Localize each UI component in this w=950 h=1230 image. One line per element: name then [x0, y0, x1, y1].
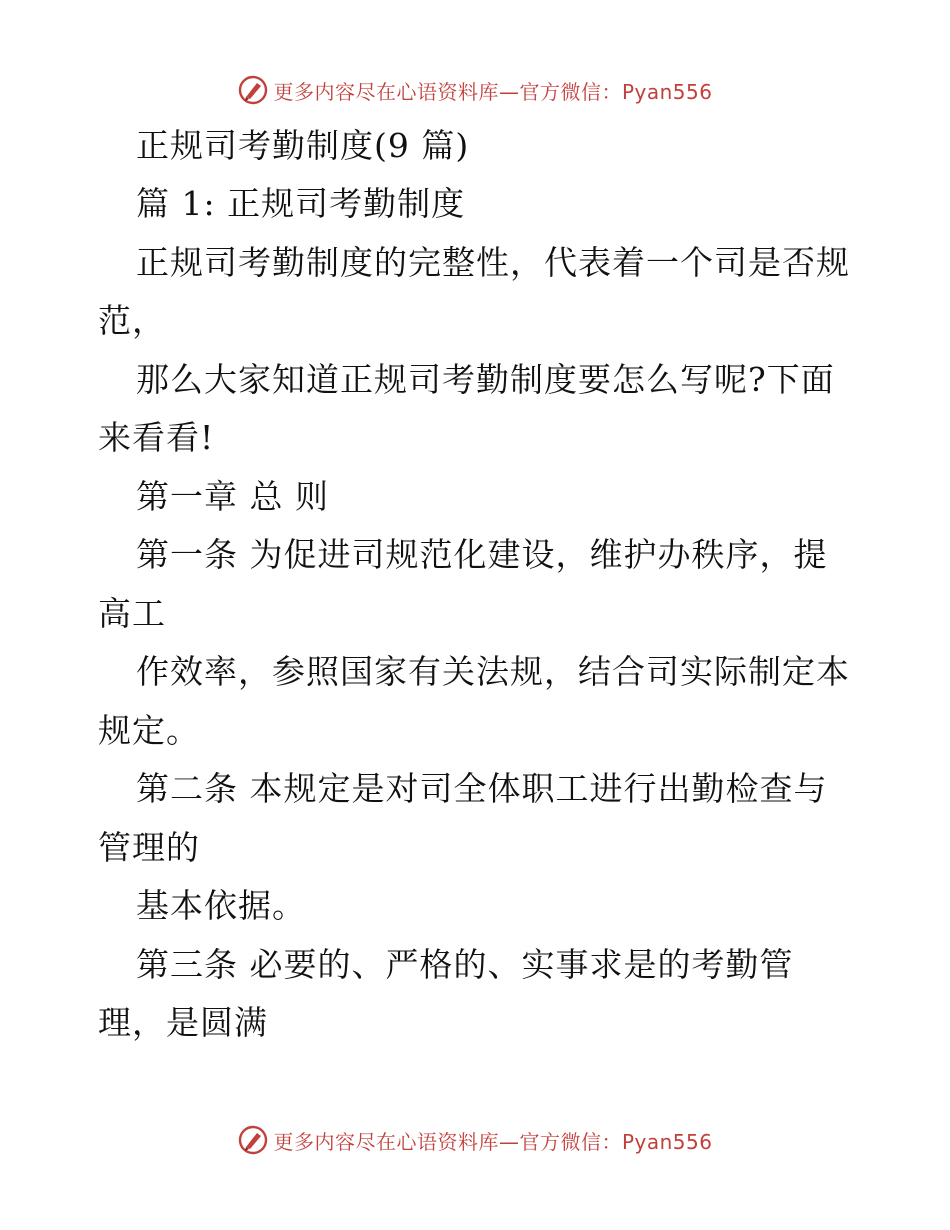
article-line: 第二条 本规定是对司全体职工进行出勤检查与: [136, 769, 828, 808]
header-banner: [0, 70, 950, 110]
header-banner-text: 更多内容尽在心语资料库—官方微信：Pyan556: [273, 79, 713, 104]
paragraph-line: 来看看!: [98, 418, 215, 457]
article-line: 第三条 必要的、严格的、实事求是的考勤管: [136, 945, 794, 984]
article-line: 规定。: [98, 711, 200, 750]
brand-logo-icon: [237, 1124, 269, 1156]
article-line: 理，是圆满: [98, 1003, 268, 1042]
article-line: 高工: [98, 594, 166, 633]
section-heading: 篇 1: 正规司考勤制度: [136, 184, 466, 223]
paragraph-line: 正规司考勤制度的完整性，代表着一个司是否规: [136, 243, 850, 282]
footer-banner-text: 更多内容尽在心语资料库—官方微信：Pyan556: [273, 1129, 713, 1154]
article-line: 作效率，参照国家有关法规，结合司实际制定本: [136, 652, 850, 691]
paragraph-line: 范，: [98, 301, 166, 340]
paragraph-line: 那么大家知道正规司考勤制度要怎么写呢?下面: [136, 360, 835, 399]
article-line: 基本依据。: [136, 886, 306, 925]
brand-logo-icon: [237, 74, 269, 106]
document-title: 正规司考勤制度(9 篇): [136, 126, 470, 165]
footer-banner: [0, 1120, 950, 1160]
article-line: 管理的: [98, 828, 200, 867]
chapter-heading: 第一章 总 则: [136, 477, 329, 516]
article-line: 第一条 为促进司规范化建设，维护办秩序，提: [136, 535, 828, 574]
